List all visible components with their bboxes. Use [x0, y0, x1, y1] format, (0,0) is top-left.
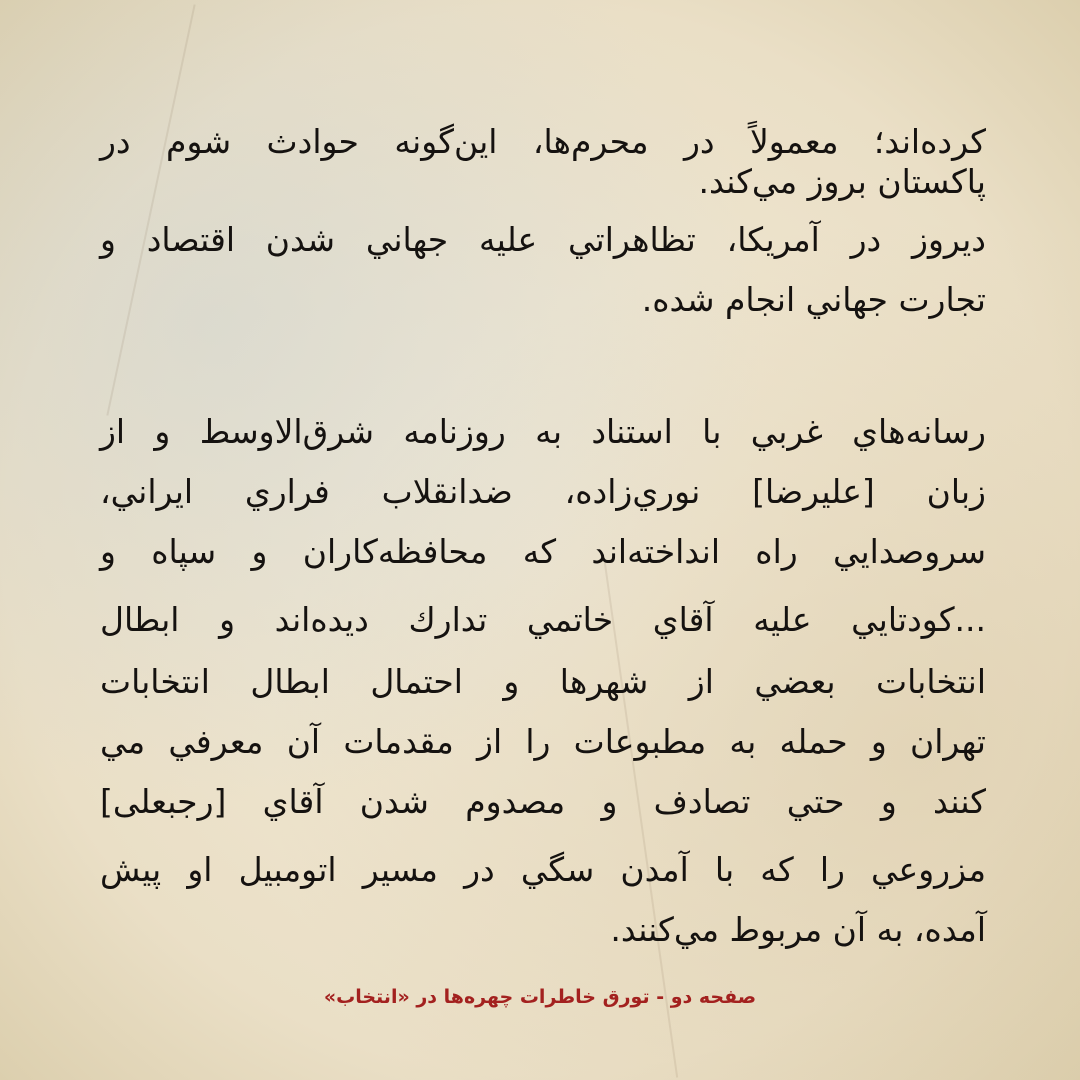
text-line: انتخابات بعضي از شهرها و احتمال ابطال انتخابات [100, 662, 986, 701]
text-line: تجارت جهاني انجام شده. [641, 280, 986, 319]
text-line: کنند و حتي تصادف و مصدوم شدن آقاي [رجبعلى] [100, 782, 986, 821]
paper-crease [106, 4, 195, 415]
text-line: سروصدايي راه انداخته‌اند که محافظه‌کاران و سپاه و [100, 532, 986, 571]
text-line: مزروعي را که با آمدن سگي در مسير اتومبيل او پيش [100, 850, 986, 889]
text-line: ...کودتايي عليه آقاي خاتمي تدارك ديده‌اند و ابطال [100, 600, 986, 639]
text-line: پاکستان بروز مي‌کند. [698, 162, 986, 201]
text-line: تهران و حمله به مطبوعات را از مقدمات آن معرفي مي [100, 722, 986, 761]
source-caption: صفحه دو - تورق خاطرات چهره‌ها در «انتخاب» [323, 986, 757, 1008]
text-line: رسانه‌هاي غربي با استناد به روزنامه شرق‌الاوسط و از [100, 412, 986, 451]
text-line: آمده، به آن مربوط مي‌کنند. [610, 910, 986, 949]
text-line: کرده‌اند؛ معمولاً در محرم‌ها، این‌گونه حوادث شوم در [100, 122, 986, 161]
text-line: زبان [عليرضا] نوري‌زاده، ضدانقلاب فراري ايراني، [100, 472, 986, 511]
text-line: ديروز در آمريکا، تظاهراتي عليه جهاني شدن اقتصاد و [100, 220, 986, 259]
